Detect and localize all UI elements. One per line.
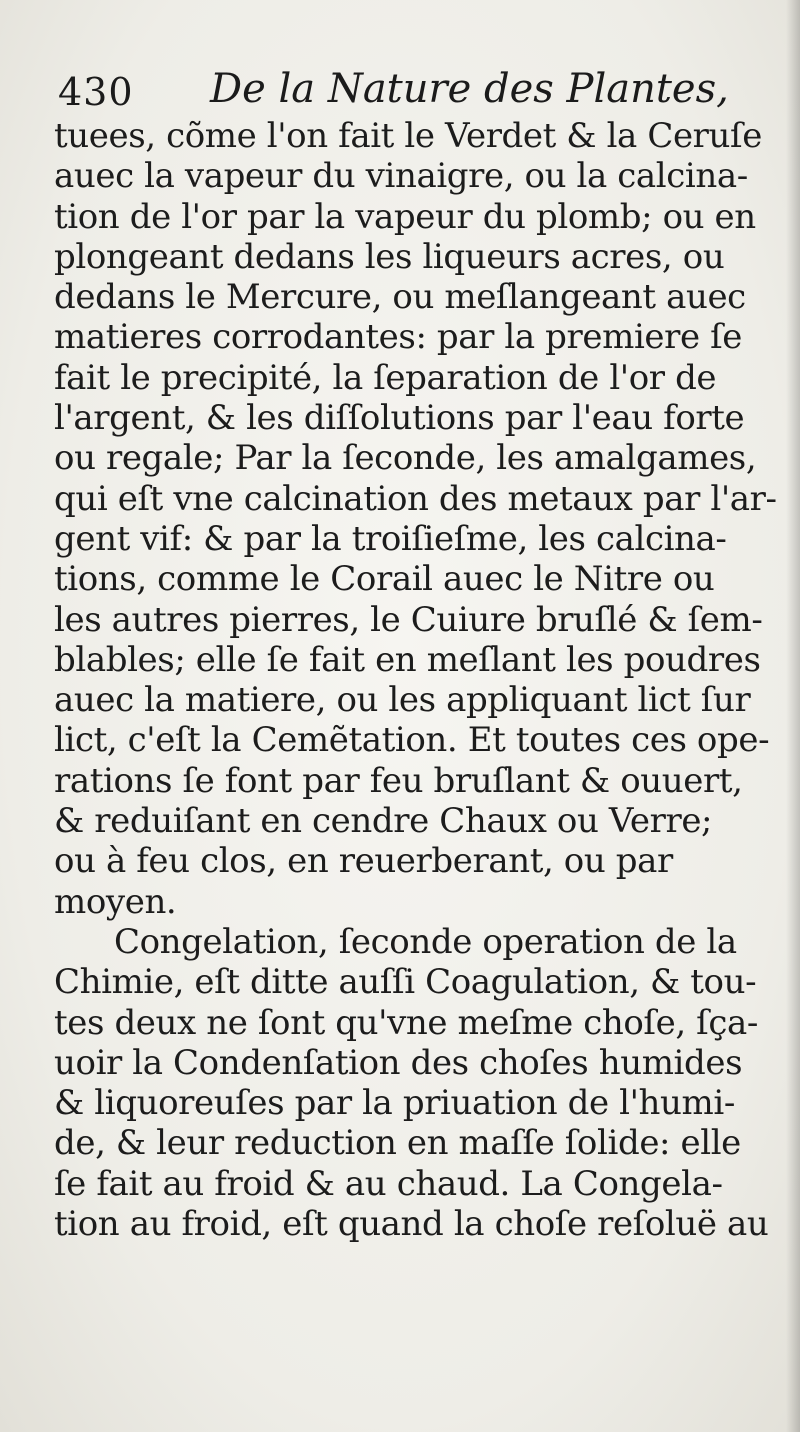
text-line: Chimie, eſt ditte auſſi Coagulation, & tou- [54,962,757,1003]
text-line: fait le precipité, la ſeparation de l'or de [54,357,717,398]
text-line: de, & leur reduction en maſſe ſolide: elle [54,1123,741,1164]
text-line: les autres pierres, le Cuiure bruſlé & ſem- [54,599,763,640]
body-text [54,116,777,1245]
page-edge-shadow [786,0,800,1432]
text-line: tes deux ne ſont qu'vne meſme choſe, ſça- [54,1002,758,1043]
text-line: ſe fait au froid & au chaud. La Congela- [54,1163,723,1204]
paragraph-start-line: Congelation, ſeconde operation de la [114,921,737,962]
text-line: & liquoreuſes par la priuation de l'humi- [54,1083,735,1124]
text-line: matieres corrodantes: par la premiere ſe [54,317,743,358]
text-line: rations ſe font par feu bruſlant & ouuert, [54,760,743,801]
text-line: tion au froid, eſt quand la choſe reſoluë au [54,1204,769,1245]
text-line: uoir la Condenſation des choſes humides [54,1042,743,1083]
text-line: plongeant dedans les liqueurs acres, ou [54,236,725,277]
running-title: De la Nature des Plantes, [210,66,729,112]
text-line: blables; elle ſe fait en meſlant les poudres [54,639,761,680]
text-line: qui eſt vne calcination des metaux par l'ar- [54,478,777,519]
text-line: tuees, cõme l'on fait le Verdet & la Ceruſe [54,116,762,156]
text-line: moyen. [54,881,177,922]
text-line: lict, c'eſt la Cemẽtation. Et toutes ces ope- [54,720,770,761]
text-line: ou à feu clos, en reuerberant, ou par [54,841,673,882]
text-line: ou regale; Par la ſeconde, les amalgames, [54,438,757,479]
text-line: dedans le Mercure, ou meſlangeant auec [54,277,746,318]
text-line: tions, comme le Corail auec le Nitre ou [54,559,715,600]
text-line: & reduiſant en cendre Chaux ou Verre; [54,801,713,842]
text-line: l'argent, & les diſſolutions par l'eau forte [54,398,745,439]
text-line: tion de l'or par la vapeur du plomb; ou en [54,196,756,237]
text-line: gent vif: & par la troiſieſme, les calcina- [54,518,727,559]
text-line: auec la vapeur du vinaigre, ou la calcina- [54,156,748,197]
text-line: auec la matiere, ou les appliquant lict ſur [54,680,751,721]
page-number: 430 [58,70,134,114]
